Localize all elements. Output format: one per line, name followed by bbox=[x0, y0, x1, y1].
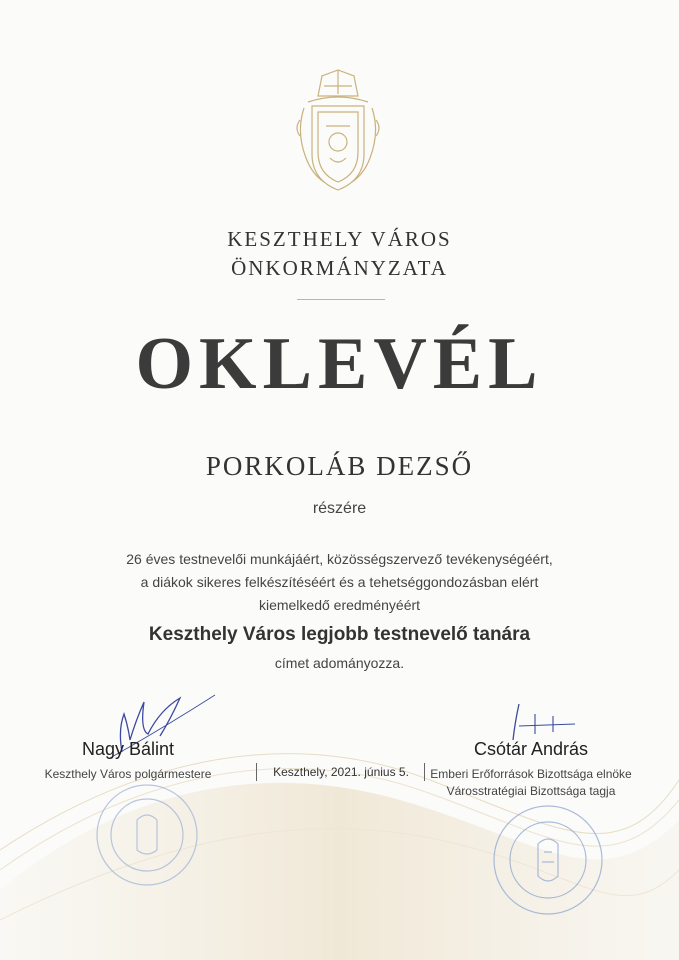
signatory-left bbox=[28, 738, 228, 783]
signatory-right-role-line-2: Városstratégiai Bizottsága tagja bbox=[446, 784, 616, 798]
recipient-name: PORKOLÁB DEZSŐ bbox=[205, 451, 474, 481]
signatory-right-role bbox=[420, 766, 642, 800]
signatory-left-name: Nagy Bálint bbox=[81, 739, 175, 759]
signatory-right bbox=[420, 738, 642, 800]
official-stamp-left-icon bbox=[92, 780, 202, 890]
issue-date: Keszthely, 2021. június 5. bbox=[273, 765, 409, 779]
signatory-right-name: Csótár András bbox=[473, 739, 589, 759]
award-suffix: címet adományozza. bbox=[274, 655, 405, 671]
reason-line-2: a diákok sikeres felkészítéséért és a tehetséggondozásban elért bbox=[140, 574, 539, 590]
official-stamp-right-icon bbox=[488, 800, 608, 920]
signatory-right-role-line-1: Emberi Erőforrások Bizottsága elnöke bbox=[430, 767, 632, 781]
issuer-line-1: KESZTHELY VÁROS bbox=[227, 227, 452, 251]
award-reason bbox=[0, 548, 679, 617]
gold-divider bbox=[297, 299, 385, 300]
reason-line-1: 26 éves testnevelői munkájáért, közösségszervező tevékenységéért, bbox=[126, 551, 553, 567]
town-coat-of-arms-icon bbox=[290, 62, 386, 198]
signatory-left-role: Keszthely Város polgármestere bbox=[44, 767, 212, 781]
issuer-name bbox=[0, 225, 679, 283]
issuer-line-2: ÖNKORMÁNYZATA bbox=[231, 256, 448, 280]
recipient-suffix: részére bbox=[312, 500, 367, 517]
reason-line-3: kiemelkedő eredményéért bbox=[258, 597, 421, 613]
document-title: OKLEVÉL bbox=[135, 323, 544, 405]
award-title: Keszthely Város legjobb testnevelő tanára bbox=[148, 624, 531, 645]
